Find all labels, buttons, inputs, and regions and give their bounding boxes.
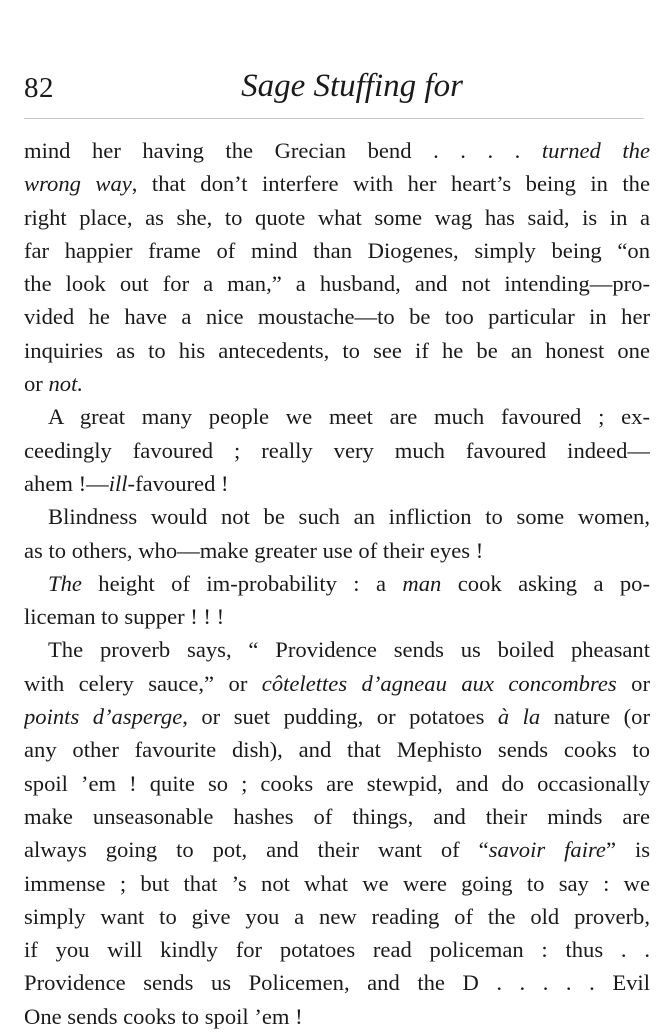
text-run: always going to pot, and their want of “ — [24, 837, 489, 863]
paragraph — [24, 500, 650, 567]
text-line — [24, 134, 650, 167]
text-run: any other favourite dish), and that Mephisto sends cooks to — [24, 737, 650, 763]
italic-text: The — [48, 570, 82, 596]
text-run: inquiries as to his antecedents, to see if he be an honest one — [24, 337, 650, 363]
text-run: liceman to supper ! ! ! — [24, 604, 225, 630]
paragraph — [24, 134, 650, 400]
paragraph — [24, 567, 650, 634]
text-run: spoil ’em ! quite so ; cooks are stewpid, and do occasionally — [24, 770, 650, 796]
text-run: simply want to give you a new reading of the old proverb, — [24, 903, 650, 929]
text-line — [24, 534, 650, 567]
text-run: nature (or — [540, 704, 650, 730]
text-line — [24, 1000, 650, 1033]
text-run: right place, as she, to quote what some wag has said, is in a — [24, 204, 650, 230]
paragraph — [24, 633, 650, 1033]
text-run: immense ; but that ’s not what we were going to say : we — [24, 870, 650, 896]
text-run: the look out for a man,” a husband, and not intending—pro- — [24, 271, 650, 297]
italic-text: ill — [108, 470, 128, 496]
text-line — [24, 933, 650, 966]
italic-text: à la — [497, 704, 541, 730]
text-line — [24, 900, 650, 933]
text-line — [24, 334, 650, 367]
text-run: vided he have a nice moustache—to be too particular in her — [24, 304, 650, 330]
paragraph — [24, 400, 650, 500]
text-run: with celery sauce,” or — [24, 670, 262, 696]
text-line — [24, 567, 650, 600]
text-run: , that don’t interfere with her heart’s being in the — [131, 171, 650, 197]
text-run: height of im-probability : a — [81, 570, 403, 596]
text-line — [24, 966, 650, 999]
text-run: ceedingly favoured ; really very much favoured indeed— — [24, 437, 650, 463]
text-run: make unseasonable hashes of things, and their minds are — [24, 803, 650, 829]
text-run: One sends cooks to spoil ’em ! — [24, 1003, 303, 1029]
text-run: , or suet pudding, or potatoes — [182, 704, 498, 730]
text-line — [24, 867, 650, 900]
italic-text: wrong way — [24, 171, 132, 197]
text-line — [24, 234, 650, 267]
text-line — [24, 733, 650, 766]
text-line — [24, 367, 650, 400]
text-line — [24, 767, 650, 800]
text-line — [24, 800, 650, 833]
text-run: mind her having the Grecian bend . . . . — [24, 138, 542, 163]
text-run: A great many people we meet are much favoured ; ex- — [48, 404, 650, 430]
running-head — [24, 66, 644, 116]
text-line — [24, 434, 650, 467]
italic-text: points d’asperge — [24, 704, 183, 730]
text-line — [24, 167, 650, 200]
text-line — [24, 667, 650, 700]
header-divider — [24, 118, 644, 119]
text-run: if you will kindly for potatoes read policeman : thus . . — [24, 937, 650, 963]
text-run: The proverb says, “ Providence sends us boiled pheasant — [48, 637, 650, 663]
italic-text: turned the — [541, 138, 650, 163]
text-run: Blindness would not be such an infliction to some women, — [48, 504, 650, 530]
text-run: Providence sends us Policemen, and the D . . . . . Evil — [24, 970, 650, 996]
text-line — [24, 600, 650, 633]
text-line — [24, 201, 650, 234]
italic-text: man — [402, 570, 442, 596]
italic-text: savoir faire — [488, 837, 606, 863]
text-line — [24, 267, 650, 300]
text-line — [24, 700, 650, 733]
text-run: as to others, who—make greater use of their eyes ! — [24, 537, 484, 563]
text-run: -favoured ! — [127, 470, 229, 496]
text-run: ahem !— — [24, 470, 109, 496]
running-title: Sage Stuffing for — [241, 68, 463, 104]
text-line — [24, 500, 650, 533]
text-run: or — [616, 670, 650, 696]
text-line — [24, 300, 650, 333]
body-text — [24, 134, 650, 1033]
page-number: 82 — [24, 72, 54, 104]
text-run: or — [24, 371, 49, 397]
text-line — [24, 833, 650, 866]
text-line — [24, 400, 650, 433]
italic-text: not. — [48, 371, 84, 397]
text-line — [24, 467, 650, 500]
text-line — [24, 633, 650, 666]
text-run: cook asking a po- — [441, 570, 650, 596]
text-run: far happier frame of mind than Diogenes, simply being “on — [24, 237, 650, 263]
italic-text: côtelettes d’agneau aux concombres — [261, 670, 617, 696]
text-run: ” is — [605, 837, 650, 863]
